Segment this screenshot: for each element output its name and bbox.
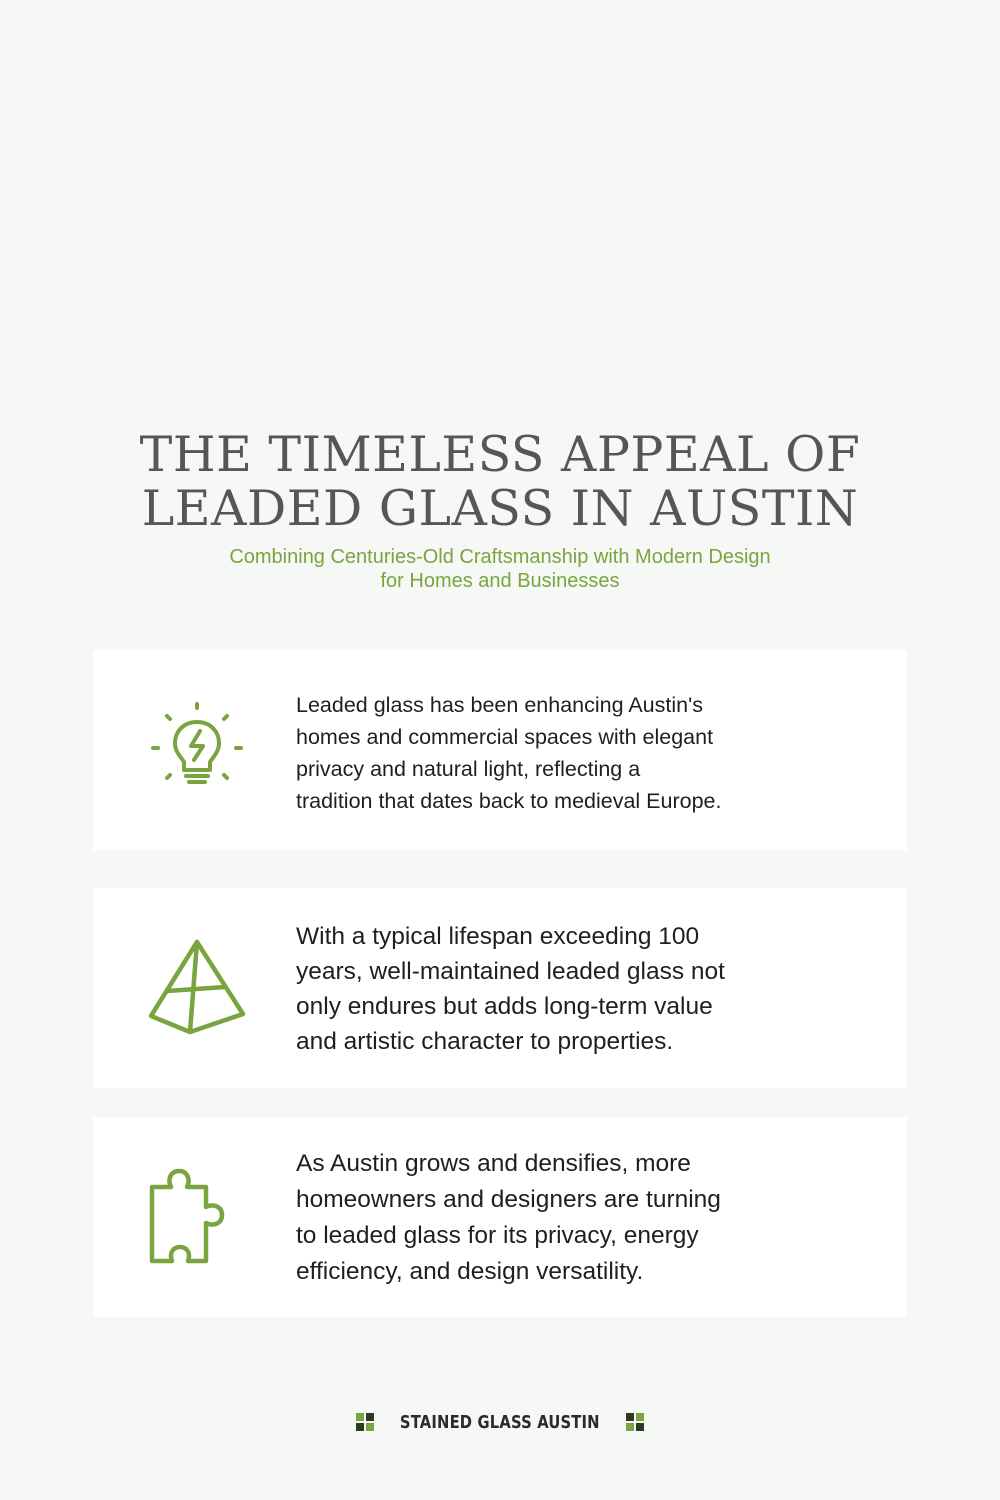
card-text <box>296 689 836 817</box>
card-text-line: With a typical lifespan exceeding 100 <box>296 923 700 950</box>
card-text-line: only endures but adds long-term value <box>296 993 713 1020</box>
card-text-line: privacy and natural light, reflecting a <box>296 757 641 781</box>
page-subtitle-line: Combining Centuries-Old Craftsmanship with Modern Design <box>229 546 771 568</box>
puzzle-piece-icon <box>145 1165 249 1269</box>
logo-mark-icon <box>626 1413 644 1431</box>
page-title-line: THE TIMELESS APPEAL OF <box>139 426 861 483</box>
page-title <box>0 428 1000 536</box>
info-card <box>93 650 907 850</box>
card-text-line: efficiency, and design versatility. <box>296 1258 644 1285</box>
page-title-line: LEADED GLASS IN AUSTIN <box>141 480 859 537</box>
card-text-line: and artistic character to properties. <box>296 1028 674 1055</box>
brand-name: STAINED GLASS AUSTIN <box>400 1411 600 1433</box>
info-card <box>93 1117 907 1317</box>
card-text-line: homes and commercial spaces with elegant <box>296 725 714 749</box>
card-text-line: years, well-maintained leaded glass not <box>296 958 725 985</box>
card-text <box>296 1146 836 1290</box>
page-subtitle <box>0 545 1000 593</box>
brand-logo <box>0 1408 1000 1436</box>
logo-mark-icon <box>356 1413 374 1431</box>
card-text-line: homeowners and designers are turning <box>296 1186 721 1213</box>
card-text-line: tradition that dates back to medieval Europe. <box>296 789 722 813</box>
info-card <box>93 888 907 1088</box>
card-text <box>296 919 836 1059</box>
page-subtitle-line: for Homes and Businesses <box>380 570 620 592</box>
lightbulb-icon <box>145 698 249 802</box>
pyramid-icon <box>145 936 249 1040</box>
card-text-line: As Austin grows and densifies, more <box>296 1150 691 1177</box>
card-text-line: to leaded glass for its privacy, energy <box>296 1222 699 1249</box>
card-text-line: Leaded glass has been enhancing Austin's <box>296 693 703 717</box>
